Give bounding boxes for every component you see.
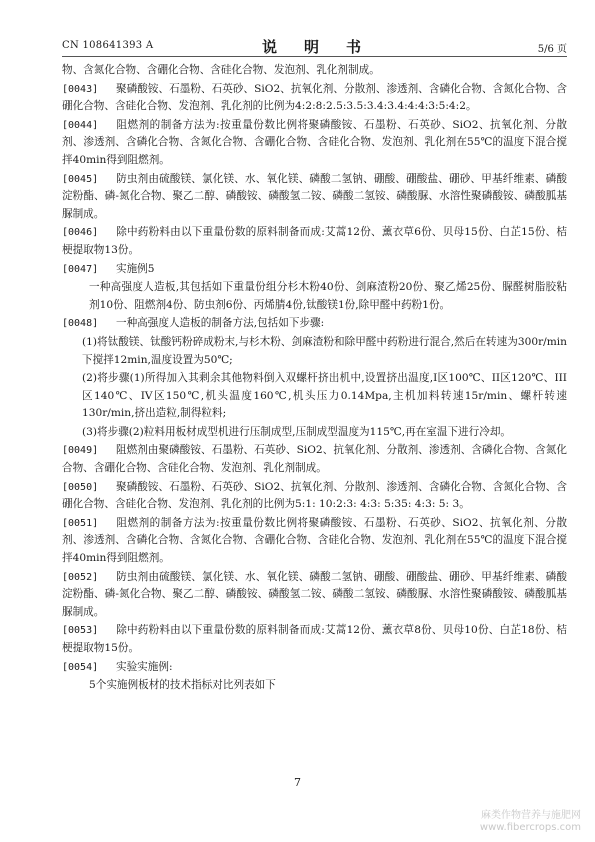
- numbered-paragraph: [62, 171, 567, 224]
- paragraph: [62, 62, 567, 80]
- paragraph-text: 一种高强度人造板,其包括如下重量份组分杉木粉40份、剑麻渣粉20份、聚乙烯25份、脲醛树脂胶粘剂10份、阻燃剂4份、防虫剂6份、丙烯腈4份,钛酸镁1份,除甲醛中药粉1份。: [89, 281, 567, 311]
- numbered-paragraph: [62, 261, 567, 279]
- paragraph-text: (2)将步骤(1)所得加入其剩余其他物料倒入双螺杆挤出机中,设置挤出温度,I区100℃、II区120℃、III区140℃、IV区150℃,机头温度160℃,机头压力0.14Mpa,主机加料转速15r/min、螺杆转速130r/min,挤出造粒,制得粒料;: [82, 372, 567, 420]
- paragraph: [62, 334, 567, 369]
- paragraph-text: (3)将步骤(2)粒料用板材成型机进行压制成型,压制成型温度为115℃,再在室温下进行冷却。: [82, 425, 512, 438]
- paragraph-text: 聚磷酸铵、石墨粉、石英砂、SiO2、抗氧化剂、分散剂、渗透剂、含磷化合物、含氮化合物、含硼化合物、含硅化合物、发泡剂、乳化剂的比例为5:1: 10:2:3: 4:3: 5:35: 4:3: 5: 3。: [62, 480, 567, 511]
- paragraph: [62, 370, 567, 423]
- paragraph-text: 实施例5: [116, 262, 155, 275]
- paragraph-number: [0045]: [62, 173, 99, 185]
- numbered-paragraph: [62, 479, 567, 514]
- page-indicator: 5/6 页: [537, 44, 567, 55]
- numbered-paragraph: [62, 569, 567, 622]
- paragraph-number: [0053]: [62, 625, 99, 637]
- paragraph-number: [0052]: [62, 571, 99, 583]
- paragraph-text: 阻燃剂的制备方法为:按重量份数比例将聚磷酸铵、石墨粉、石英砂、SiO2、抗氧化剂、分散剂、渗透剂、含磷化合物、含氮化合物、含硼化合物、含硅化合物、发泡剂、乳化剂在55℃的温度下混合搅拌40min得到阻燃剂。: [62, 516, 567, 565]
- document-body: [62, 62, 567, 696]
- paragraph: [62, 279, 567, 314]
- paragraph-text: 物、含氮化合物、含硼化合物、含硅化合物、发泡剂、乳化剂制成。: [62, 64, 380, 76]
- paragraph-text: 除中药粉料由以下重量份数的原料制备而成:艾蒿12份、薰衣草8份、贝母10份、白芷18份、桔梗提取物15份。: [62, 624, 567, 654]
- numbered-paragraph: [62, 659, 567, 677]
- numbered-paragraph: [62, 442, 567, 477]
- numbered-paragraph: [62, 81, 567, 116]
- document-title: 说 明 书: [261, 38, 367, 56]
- page-header: [62, 36, 567, 57]
- site-watermark: [480, 810, 581, 834]
- patent-number: CN 108641393 A: [62, 40, 154, 51]
- numbered-paragraph: [62, 515, 567, 568]
- paragraph-text: 聚磷酸铵、石墨粉、石英砂、SiO2、抗氧化剂、分散剂、渗透剂、含磷化合物、含氮化合物、含硼化合物、含硅化合物、发泡剂、乳化剂的比例为4:2:8:2.5:3.5:3.4:3.4:4:4:3:5:4:2。: [62, 82, 567, 113]
- numbered-paragraph: [62, 117, 567, 170]
- watermark-url: www.fibercrops.com: [479, 822, 581, 833]
- paragraph-number: [0049]: [62, 445, 99, 457]
- paragraph-text: 实验实施例:: [116, 660, 173, 673]
- paragraph-number: [0043]: [62, 83, 99, 95]
- paragraph-text: (1)将钛酸镁、钛酸钙粉碎成粉末,与杉木粉、剑麻渣粉和除甲醛中药粉进行混合,然后在转速为300r/min下搅拌12min,温度设置为50℃;: [82, 335, 567, 366]
- numbered-paragraph: [62, 315, 567, 333]
- paragraph-text: 阻燃剂的制备方法为:按重量份数比例将聚磷酸铵、石墨粉、石英砂、SiO2、抗氧化剂、分散剂、渗透剂、含磷化合物、含氮化合物、含硼化合物、含硅化合物、发泡剂、乳化剂在55℃的温度下混合搅拌40min得到阻燃剂。: [62, 118, 567, 166]
- paragraph-number: [0047]: [62, 263, 99, 275]
- paragraph: [62, 424, 567, 442]
- paragraph-text: 除中药粉料由以下重量份数的原料制备而成:艾蒿12份、薰衣草6份、贝母15份、白芷15份、桔梗提取物13份。: [62, 226, 567, 256]
- paragraph-number: [0048]: [62, 318, 99, 330]
- paragraph-number: [0044]: [62, 119, 99, 131]
- paragraph: [62, 677, 567, 695]
- watermark-site-name: 麻类作物营养与施肥网: [481, 810, 581, 821]
- paragraph-number: [0054]: [62, 661, 99, 673]
- paragraph-text: 防虫剂由硫酸镁、氯化镁、水、氧化镁、磷酸二氢钠、硼酸、硼酸盐、硼砂、甲基纤维素、磷酸淀粉酯、磷-氮化合物、聚乙二醇、磷酸铵、磷酸氢二铵、磷酸二氢铵、磷酸脲、水溶性聚磷酸铵、磷酸胍基脲制成。: [62, 570, 567, 618]
- paragraph-number: [0046]: [62, 227, 99, 239]
- paragraph-text: 5个实施例板材的技术指标对比列表如下: [89, 679, 276, 692]
- numbered-paragraph: [62, 622, 567, 657]
- paragraph-number: [0050]: [62, 481, 99, 493]
- page-number: 7: [294, 776, 301, 789]
- paragraph-number: [0051]: [62, 517, 99, 529]
- paragraph-text: 一种高强度人造板的制备方法,包括如下步骤:: [116, 317, 325, 330]
- paragraph-text: 阻燃剂由聚磷酸铵、石墨粉、石英砂、SiO2、抗氧化剂、分散剂、渗透剂、含磷化合物、含氮化合物、含硼化合物、含硅化合物、发泡剂、乳化剂制成。: [62, 444, 567, 475]
- numbered-paragraph: [62, 224, 567, 259]
- paragraph-text: 防虫剂由硫酸镁、氯化镁、水、氧化镁、磷酸二氢钠、硼酸、硼酸盐、硼砂、甲基纤维素、磷酸淀粉酯、磷-氮化合物、聚乙二醇、磷酸铵、磷酸氢二铵、磷酸二氢铵、磷酸脲、水溶性聚磷酸铵、磷酸胍基脲制成。: [62, 172, 567, 220]
